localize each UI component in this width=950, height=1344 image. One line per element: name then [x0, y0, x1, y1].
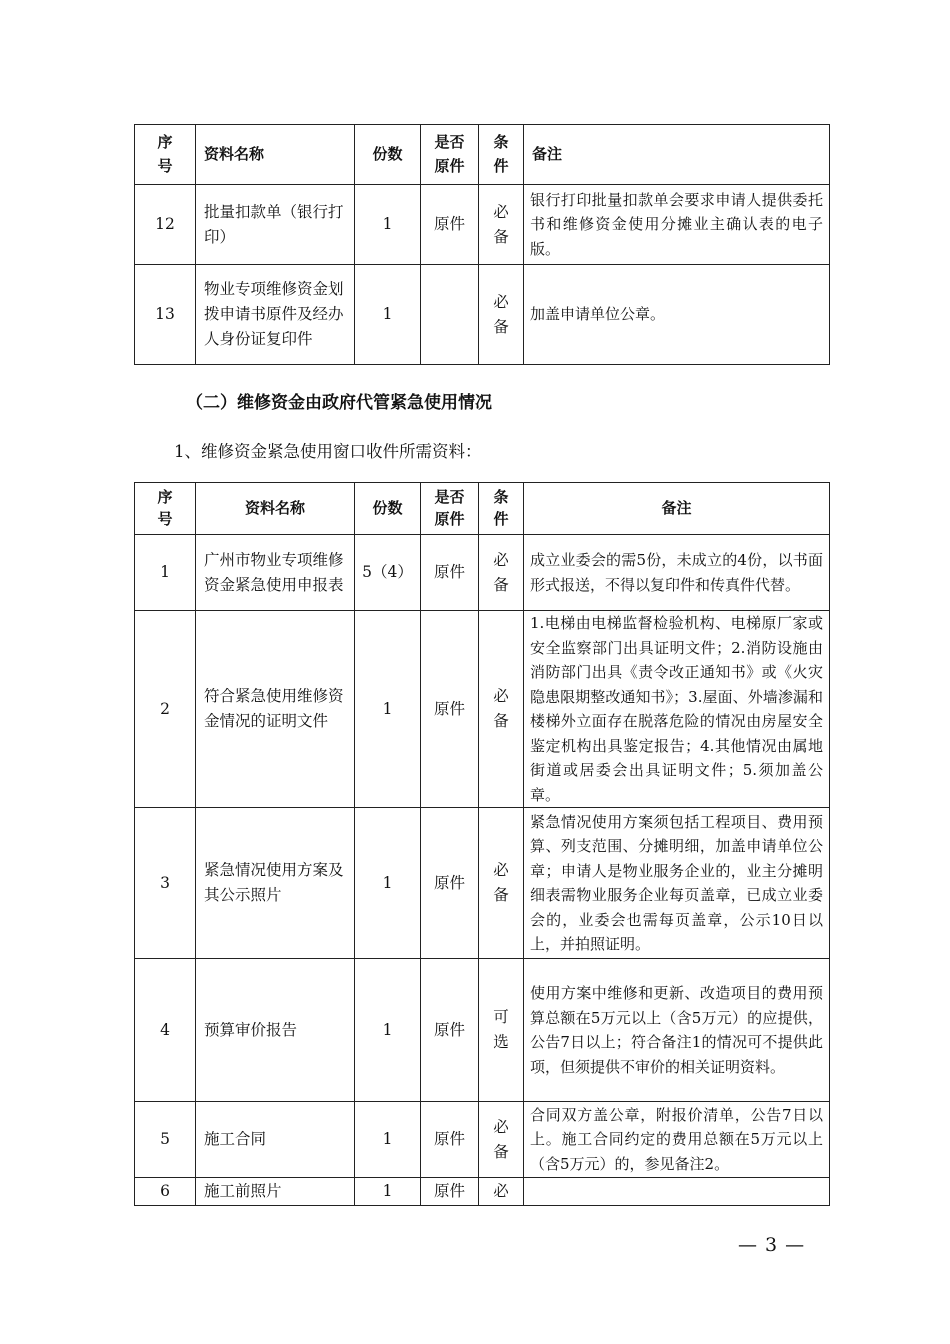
row-no: 4: [135, 959, 196, 1102]
header-condition: 条件: [479, 125, 524, 185]
row-no: 5: [135, 1102, 196, 1178]
row-name: 施工合同: [196, 1102, 355, 1178]
table-row: [135, 1102, 830, 1178]
row-no: 12: [135, 185, 196, 265]
table-row: [135, 959, 830, 1102]
row-condition: 必: [479, 1178, 524, 1206]
table-row: [135, 1178, 830, 1206]
header-name: 资料名称: [196, 125, 355, 185]
row-name: 批量扣款单（银行打印）: [196, 185, 355, 265]
table-row: [135, 265, 830, 365]
materials-table-1: [134, 124, 830, 365]
row-copies: 1: [355, 611, 421, 808]
table-row: [135, 535, 830, 611]
materials-table-2: [134, 482, 830, 1206]
row-name: 预算审价报告: [196, 959, 355, 1102]
row-remark: [524, 1178, 830, 1206]
row-copies: 1: [355, 265, 421, 365]
row-original: 原件: [421, 535, 479, 611]
row-original: 原件: [421, 959, 479, 1102]
row-remark: 使用方案中维修和更新、改造项目的费用预算总额在5万元以上（含5万元）的应提供，公告7日以上；符合备注1的情况可不提供此项，但须提供不审价的相关证明资料。: [524, 959, 830, 1102]
row-copies: 1: [355, 808, 421, 959]
table-row: [135, 185, 830, 265]
row-name: 物业专项维修资金划拨申请书原件及经办人身份证复印件: [196, 265, 355, 365]
row-remark: 加盖申请单位公章。: [524, 265, 830, 365]
section-heading: （二）维修资金由政府代管紧急使用情况: [186, 393, 492, 413]
row-original: [421, 265, 479, 365]
row-condition: 可选: [479, 959, 524, 1102]
row-condition: 必备: [479, 265, 524, 365]
row-original: 原件: [421, 611, 479, 808]
row-remark: 紧急情况使用方案须包括工程项目、费用预算、列支范围、分摊明细，加盖申请单位公章；申请人是物业服务企业的，业主分摊明细表需物业服务企业每页盖章，已成立业委会的，业委会也需每页盖章，公示10日以上，并拍照证明。: [524, 808, 830, 959]
table-header-row: [135, 125, 830, 185]
row-name: 符合紧急使用维修资金情况的证明文件: [196, 611, 355, 808]
row-no: 13: [135, 265, 196, 365]
row-remark: 银行打印批量扣款单会要求申请人提供委托书和维修资金使用分摊业主确认表的电子版。: [524, 185, 830, 265]
table-row: [135, 611, 830, 808]
row-no: 2: [135, 611, 196, 808]
header-condition: 条件: [479, 483, 524, 535]
row-remark: 1.电梯由电梯监督检验机构、电梯原厂家或安全监察部门出具证明文件；2.消防设施由消防部门出具《责令改正通知书》或《火灾隐患限期整改通知书》；3.屋面、外墙渗漏和楼梯外立面存在脱落危险的情况由房屋安全鉴定机构出具鉴定报告；4.其他情况由属地街道或居委会出具证明文件；5.须加盖公章。: [524, 611, 830, 808]
row-copies: 1: [355, 959, 421, 1102]
header-no: 序号: [135, 125, 196, 185]
row-remark: 成立业委会的需5份，未成立的4份，以书面形式报送，不得以复印件和传真件代替。: [524, 535, 830, 611]
row-copies: 1: [355, 1102, 421, 1178]
row-condition: 必备: [479, 808, 524, 959]
row-original: 原件: [421, 1102, 479, 1178]
row-no: 1: [135, 535, 196, 611]
header-name: 资料名称: [196, 483, 355, 535]
header-copies: 份数: [355, 483, 421, 535]
row-original: 原件: [421, 808, 479, 959]
row-name: 广州市物业专项维修资金紧急使用申报表: [196, 535, 355, 611]
page-number: — 3 —: [738, 1234, 806, 1256]
row-no: 6: [135, 1178, 196, 1206]
row-condition: 必备: [479, 1102, 524, 1178]
row-remark: 合同双方盖公章，附报价清单，公告7日以上。施工合同约定的费用总额在5万元以上（含5万元）的，参见备注2。: [524, 1102, 830, 1178]
row-copies: 1: [355, 1178, 421, 1206]
header-original: 是否原件: [421, 483, 479, 535]
row-name: 紧急情况使用方案及其公示照片: [196, 808, 355, 959]
header-remark: 备注: [524, 125, 830, 185]
table-row: [135, 808, 830, 959]
row-name: 施工前照片: [196, 1178, 355, 1206]
row-no: 3: [135, 808, 196, 959]
row-condition: 必备: [479, 611, 524, 808]
row-copies: 5（4）: [355, 535, 421, 611]
header-no: 序号: [135, 483, 196, 535]
row-condition: 必备: [479, 185, 524, 265]
subheading: 1、维修资金紧急使用窗口收件所需资料：: [174, 442, 482, 461]
row-condition: 必备: [479, 535, 524, 611]
row-copies: 1: [355, 185, 421, 265]
header-copies: 份数: [355, 125, 421, 185]
table-header-row: [135, 483, 830, 535]
row-original: 原件: [421, 1178, 479, 1206]
header-remark: 备注: [524, 483, 830, 535]
header-original: 是否原件: [421, 125, 479, 185]
row-original: 原件: [421, 185, 479, 265]
